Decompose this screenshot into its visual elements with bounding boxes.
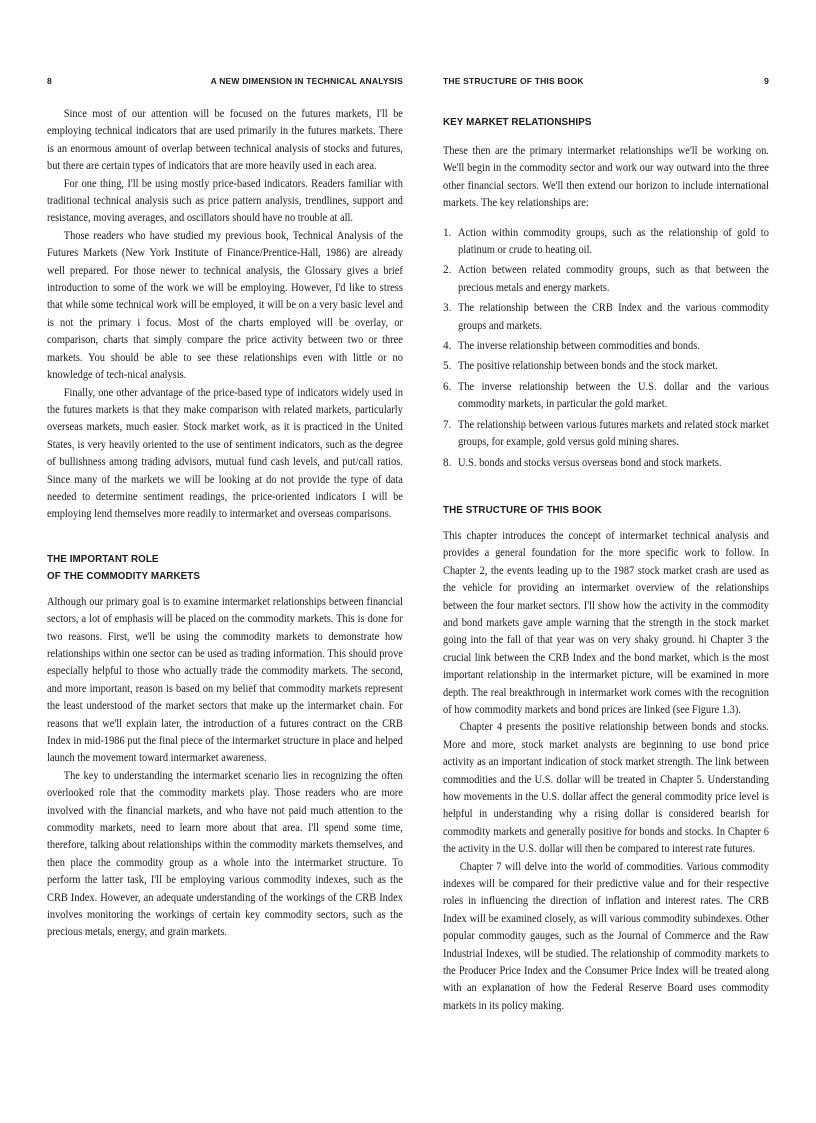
right-page bbox=[443, 0, 769, 1123]
list-item bbox=[443, 262, 769, 297]
paragraph: Since most of our attention will be focused on the futures markets, I'll be employing technical indicators that are used primarily in the futures markets. There is an enormous amount of overlap between technical analysis of stocks and futures, but there are certain types of indicators that are more heavily used in each area. bbox=[47, 108, 403, 173]
paragraph: Although our primary goal is to examine intermarket relationships between financial sectors, a lot of emphasis will be placed on the commodity markets. This is done for two reasons. First, we'll be using the commodity markets to demonstrate how relationships within one sector can be used as trading information. This should prove especially helpful to those who actually trade the commodity markets. The second, and more important, reason is based on my belief that commodity markets represent the least understood of the market sectors that make up the intermarket chain. For reasons that we'll explain later, the introduction of a futures contract on the CRB Index in mid-1986 put the final piece of the intermarket structure in place and helped launch the movement toward intermarket awareness. bbox=[47, 595, 403, 765]
paragraph: Chapter 7 will delve into the world of commodities. Various commodity indexes will be compared for their predictive value and for their respective roles in influencing the direction of inflation and interest rates. The CRB Index will be examined closely, as will various commodity subindexes. Other popular commodity gauges, such as the Journal of Commerce and the Raw Industrial Indexes, will be studied. The relationship of commodity markets to the Producer Price Index and the Consumer Price Index will be treated along with an explanation of how the Federal Reserve Board uses commodity markets in its policy making. bbox=[443, 860, 769, 1012]
list-item bbox=[443, 338, 769, 355]
right-running-head bbox=[443, 76, 769, 90]
right-page-body bbox=[443, 114, 769, 1015]
list-item bbox=[443, 379, 769, 414]
list-item bbox=[443, 300, 769, 335]
list-number: 6. bbox=[443, 380, 452, 393]
list-item bbox=[443, 455, 769, 472]
left-page bbox=[47, 0, 403, 1123]
list-item bbox=[443, 358, 769, 375]
paragraph: The key to understanding the intermarket scenario lies in recognizing the often overlooked role that the commodity markets play. Those readers who are more involved with the financial markets, and who have not paid much attention to the commodity markets, need to learn more about that area. I'll spend some time, therefore, talking about relationships within the commodity markets themselves, and then place the commodity group as a whole into the intermarket structure. To perform the latter task, I'll be employing various commodity indexes, such as the CRB Index. However, an adequate understanding of the workings of the CRB Index involves monitoring the workings of certain key commodity sectors, such as the precious metals, energy, and grain markets. bbox=[47, 769, 403, 939]
paragraph: Those readers who have studied my previous book, Technical Analysis of the Futures Markets (New York Institute of Finance/Prentice-Hall, 1986) are already well prepared. For those newer to technical analysis, the Glossary gives a brief introduction to some of the work we will be employing. However, I'd like to stress that while some technical work will be employed, it will be on a very basic level and is not the primary i focus. Most of the charts employed will be overlay, or comparison, charts that simply compare the price activity between two or three markets. You should be able to see these relationships even with little or no knowledge of tech-nical analysis. bbox=[47, 229, 403, 382]
running-head-title: A NEW DIMENSION IN TECHNICAL ANALYSIS bbox=[210, 76, 403, 86]
paragraph: Chapter 4 presents the positive relationship between bonds and stocks. More and more, stock market analysts are beginning to use bond price activity as an important indication of stock market strength. The link between commodities and the U.S. dollar will be treated in Chapter 5. Understanding how movements in the U.S. dollar affect the general commodity price level is helpful in understanding why a rising dollar is considered bearish for commodity markets and generally positive for bonds and stocks. In Chapter 6 the activity in the U.S. dollar will then be compared to interest rate futures. bbox=[443, 721, 769, 856]
list-number: 2. bbox=[443, 264, 452, 277]
section-heading: KEY MARKET RELATIONSHIPS bbox=[443, 117, 592, 128]
left-running-head bbox=[47, 76, 403, 90]
list-item-text: U.S. bonds and stocks versus overseas bond and stock markets. bbox=[458, 456, 722, 469]
relationships-list bbox=[443, 225, 769, 472]
page-number: 8 bbox=[47, 76, 52, 86]
list-number: 8. bbox=[443, 456, 452, 469]
running-head-title: THE STRUCTURE OF THIS BOOK bbox=[443, 76, 584, 86]
left-page-body bbox=[47, 106, 403, 942]
paragraph: Finally, one other advantage of the price-based type of indicators widely used in the futures markets is that they make comparison with related markets, particularly overseas markets, much easier. Stock market work, as it is practiced in the United States, is very heavily oriented to the use of sentiment indicators, such as the degree of bullishness among trading advisors, mutual fund cash levels, and put/call ratios. Since many of the markets we will be looking at do not provide the type of data needed to determine sentiment readings, the price-oriented indicators I will be employing lend themselves more readily to intermarket and overseas comparisons. bbox=[47, 386, 403, 521]
list-number: 3. bbox=[443, 302, 452, 315]
paragraph: These then are the primary intermarket relationships we'll be working on. We'll begin in the commodity sector and work our way outward into the three other financial sectors. We'll then extend our horizon to include international markets. The key relationships are: bbox=[443, 145, 769, 210]
list-item-text: The positive relationship between bonds and the stock market. bbox=[458, 360, 718, 373]
list-item-text: The relationship between various futures markets and related stock market groups, for example, gold versus gold mining shares. bbox=[458, 418, 769, 449]
list-item-text: Action within commodity groups, such as the relationship of gold to platinum or crude to heating oil. bbox=[458, 226, 769, 257]
list-item bbox=[443, 417, 769, 452]
list-number: 7. bbox=[443, 418, 452, 431]
list-item-text: Action between related commodity groups, such as that between the precious metals and energy markets. bbox=[458, 264, 769, 294]
paragraph: For one thing, I'll be using mostly price-based indicators. Readers familiar with traditional technical analysis such as price pattern analysis, trendlines, support and resistance, moving averages, and oscillators should have no trouble at all. bbox=[47, 177, 403, 225]
list-item-text: The inverse relationship between the U.S. dollar and the various commodity markets, in particular the gold market. bbox=[458, 380, 769, 411]
list-item-text: The inverse relationship between commodities and bonds. bbox=[458, 340, 700, 353]
list-number: 1. bbox=[443, 226, 452, 239]
section-heading-line-1: THE IMPORTANT ROLE bbox=[47, 553, 159, 565]
list-item bbox=[443, 225, 769, 260]
list-number: 5. bbox=[443, 360, 452, 373]
list-number: 4. bbox=[443, 340, 452, 353]
paragraph: This chapter introduces the concept of intermarket technical analysis and provides a general foundation for the more specific work to follow. In Chapter 2, the events leading up to the 1987 stock market crash are used as the vehicle for providing an intermarket overview of the relationships between the four market sectors. I'll show how the activity in the commodity and bond markets gave ample warning that the strength in the stock market going into the fall of that year was on very shaky ground. hi Chapter 3 the crucial link between the CRB Index and the bond market, which is the most important relationship in the intermarket picture, will be examined in more depth. The real breakthrough in intermarket work comes with the recognition of how commodity markets and bond prices are linked (see Figure 1.3). bbox=[443, 529, 769, 716]
page-number: 9 bbox=[764, 76, 769, 86]
section-heading-line-2: OF THE COMMODITY MARKETS bbox=[47, 570, 200, 582]
section-heading: THE STRUCTURE OF THIS BOOK bbox=[443, 504, 602, 516]
list-item-text: The relationship between the CRB Index and the various commodity groups and markets. bbox=[458, 302, 769, 332]
section-heading bbox=[47, 551, 403, 585]
